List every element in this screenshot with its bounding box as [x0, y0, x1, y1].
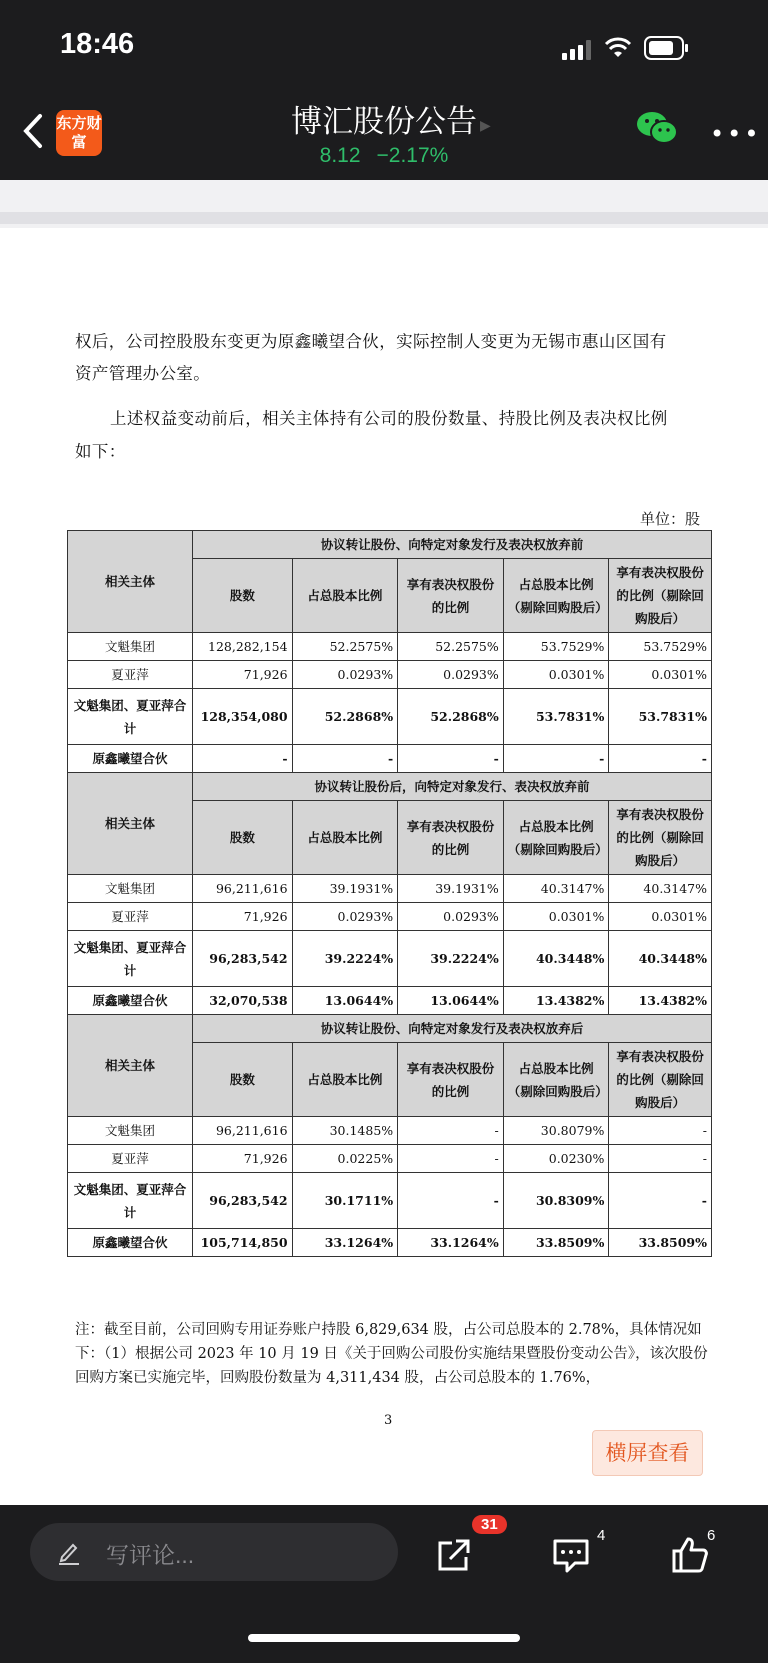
table-cell: 53.7831%	[503, 689, 609, 745]
table-cell: 0.0293%	[398, 903, 504, 931]
table-row	[68, 633, 712, 661]
table-cell: -	[398, 1145, 504, 1173]
table-cell: 40.3147%	[503, 875, 609, 903]
table-cell: 33.1264%	[398, 1229, 504, 1257]
column-header-cell: 享有表决权股份的比例（剔除回购股后）	[609, 1043, 712, 1117]
table-cell: 53.7529%	[503, 633, 609, 661]
row-label-cell: 文魁集团	[68, 1117, 193, 1145]
status-time: 18:46	[60, 28, 135, 60]
table-cell: 52.2575%	[398, 633, 504, 661]
comment-icon[interactable]	[551, 1535, 591, 1575]
column-header-cell: 享有表决权股份的比例	[398, 559, 504, 633]
table-cell: 0.0301%	[609, 661, 712, 689]
column-header-cell: 占总股本比例（剔除回购股后）	[503, 559, 609, 633]
paragraph-2-line-1: 上述权益变动前后，相关主体持有公司的股份数量、持股比例及表决权比例	[110, 409, 668, 428]
row-header-cell: 相关主体	[68, 773, 193, 875]
stock-quote	[0, 144, 768, 168]
column-header-cell: 占总股本比例	[292, 801, 398, 875]
row-label-cell: 夏亚萍	[68, 903, 193, 931]
footnote: 注：截至目前，公司回购专用证券账户持股 6,829,634 股，占公司总股本的 2.78%，具体情况如下：（1）根据公司 2023 年 10 月 19 日《关于回购公司股份实施结果暨股份变动公告》，该次股份回购方案已实施完毕，回购股份数量为 4,311,434 股，占公司总股本的 1.76%，	[75, 1322, 708, 1386]
row-label-cell: 原鑫曦望合伙	[68, 987, 193, 1015]
shareholding-table	[67, 530, 712, 1257]
table-cell: 128,282,154	[193, 633, 292, 661]
more-options-icon[interactable]: •••	[710, 120, 762, 148]
table-cell: 0.0225%	[292, 1145, 398, 1173]
table-row	[68, 745, 712, 773]
column-header-cell: 享有表决权股份的比例	[398, 1043, 504, 1117]
column-header-cell: 占总股本比例	[292, 559, 398, 633]
paragraph-1-line-1: 权后，公司控股股东变更为原鑫曦望合伙，实际控制人变更为无锡市惠山区国有	[75, 332, 667, 351]
table-cell: 0.0301%	[503, 903, 609, 931]
row-label-cell: 夏亚萍	[68, 661, 193, 689]
column-header-cell: 股数	[193, 801, 292, 875]
table-cell: 39.2224%	[292, 931, 398, 987]
table-cell: -	[193, 745, 292, 773]
comment-input[interactable]	[30, 1523, 398, 1581]
column-header-cell: 享有表决权股份的比例（剔除回购股后）	[609, 801, 712, 875]
section-title-cell: 协议转让股份后，向特定对象发行、表决权放弃前	[193, 773, 712, 801]
table-cell: 96,211,616	[193, 1117, 292, 1145]
pen-icon	[56, 1539, 82, 1565]
column-header-cell: 股数	[193, 559, 292, 633]
column-header-cell: 享有表决权股份的比例	[398, 801, 504, 875]
share-icon[interactable]	[434, 1535, 474, 1575]
table-cell: 13.4382%	[609, 987, 712, 1015]
stock-price: 8.12	[319, 144, 361, 167]
paragraph-2-line-2: 如下：	[75, 442, 126, 461]
table-cell: -	[398, 1117, 504, 1145]
table-cell: 33.8509%	[609, 1229, 712, 1257]
table-cell: -	[398, 745, 504, 773]
table-cell: 13.0644%	[292, 987, 398, 1015]
table-cell: 33.8509%	[503, 1229, 609, 1257]
table-cell: 39.2224%	[398, 931, 504, 987]
row-label-cell: 文魁集团、夏亚萍合计	[68, 1173, 193, 1229]
table-section-header	[68, 773, 712, 801]
row-label-cell: 文魁集团	[68, 633, 193, 661]
table-cell: 0.0301%	[609, 903, 712, 931]
table-row	[68, 1117, 712, 1145]
row-header-cell: 相关主体	[68, 1015, 193, 1117]
row-header-cell: 相关主体	[68, 531, 193, 633]
column-header-cell: 占总股本比例（剔除回购股后）	[503, 801, 609, 875]
table-cell: 13.0644%	[398, 987, 504, 1015]
table-cell: 30.1485%	[292, 1117, 398, 1145]
like-icon[interactable]	[670, 1535, 710, 1575]
paragraph-1-line-2: 资产管理办公室。	[75, 364, 211, 383]
table-cell: 13.4382%	[503, 987, 609, 1015]
table-cell: 96,283,542	[193, 1173, 292, 1229]
signal-icon	[562, 40, 594, 60]
table-row	[68, 1229, 712, 1257]
table-cell: 40.3147%	[609, 875, 712, 903]
table-section-header	[68, 1015, 712, 1043]
table-cell: 53.7831%	[609, 689, 712, 745]
document-page	[0, 230, 768, 1505]
quote-arrow-icon: ▶	[480, 118, 491, 134]
table-cell: 0.0293%	[292, 661, 398, 689]
table-cell: 0.0301%	[503, 661, 609, 689]
comment-placeholder: 写评论...	[106, 1542, 195, 1568]
row-label-cell: 文魁集团、夏亚萍合计	[68, 689, 193, 745]
table-cell: 52.2868%	[292, 689, 398, 745]
table-cell: 39.1931%	[398, 875, 504, 903]
column-header-cell: 占总股本比例（剔除回购股后）	[503, 1043, 609, 1117]
share-badge: 31	[472, 1515, 507, 1534]
table-section-header	[68, 531, 712, 559]
table-cell: 33.1264%	[292, 1229, 398, 1257]
row-label-cell: 原鑫曦望合伙	[68, 745, 193, 773]
row-label-cell: 文魁集团、夏亚萍合计	[68, 931, 193, 987]
table-cell: 105,714,850	[193, 1229, 292, 1257]
table-cell: 30.8309%	[503, 1173, 609, 1229]
wifi-icon	[604, 37, 632, 59]
like-count: 6	[707, 1527, 716, 1544]
page-title: 博汇股份公告	[291, 104, 477, 140]
table-row	[68, 875, 712, 903]
table-cell: -	[609, 1117, 712, 1145]
table-row	[68, 987, 712, 1015]
table-cell: 40.3448%	[609, 931, 712, 987]
table-cell: 40.3448%	[503, 931, 609, 987]
table-cell: 96,283,542	[193, 931, 292, 987]
app-logo[interactable]: 东方财富	[56, 110, 102, 156]
table-row	[68, 1173, 712, 1229]
table-cell: 52.2868%	[398, 689, 504, 745]
bottom-bar	[0, 1505, 768, 1663]
table-cell: -	[292, 745, 398, 773]
table-cell: 0.0293%	[398, 661, 504, 689]
table-cell: -	[609, 1173, 712, 1229]
table-cell: 32,070,538	[193, 987, 292, 1015]
table-cell: -	[609, 1145, 712, 1173]
table-cell: 0.0293%	[292, 903, 398, 931]
home-indicator	[248, 1634, 520, 1642]
table-cell: 71,926	[193, 903, 292, 931]
table-row	[68, 661, 712, 689]
table-cell: 71,926	[193, 1145, 292, 1173]
row-label-cell: 原鑫曦望合伙	[68, 1229, 193, 1257]
table-cell: 53.7529%	[609, 633, 712, 661]
comment-count: 4	[597, 1527, 606, 1544]
table-cell: -	[609, 745, 712, 773]
table-cell: 30.1711%	[292, 1173, 398, 1229]
table-cell: -	[398, 1173, 504, 1229]
landscape-view-button[interactable]: 横屏查看	[592, 1430, 703, 1476]
column-header-cell: 占总股本比例	[292, 1043, 398, 1117]
table-cell: -	[503, 745, 609, 773]
table-cell: 39.1931%	[292, 875, 398, 903]
status-bar	[0, 0, 768, 88]
table-row	[68, 931, 712, 987]
table-cell: 30.8079%	[503, 1117, 609, 1145]
section-title-cell: 协议转让股份、向特定对象发行及表决权放弃前	[193, 531, 712, 559]
section-title-cell: 协议转让股份、向特定对象发行及表决权放弃后	[193, 1015, 712, 1043]
row-label-cell: 文魁集团	[68, 875, 193, 903]
page-number: 3	[384, 1413, 393, 1428]
row-label-cell: 夏亚萍	[68, 1145, 193, 1173]
table-row	[68, 689, 712, 745]
wechat-share-icon[interactable]	[636, 110, 678, 146]
table-cell: 96,211,616	[193, 875, 292, 903]
column-header-cell: 股数	[193, 1043, 292, 1117]
table-row	[68, 903, 712, 931]
battery-icon	[644, 36, 690, 60]
table-cell: 128,354,080	[193, 689, 292, 745]
table-cell: 71,926	[193, 661, 292, 689]
toolbar-band	[0, 180, 768, 228]
column-header-cell: 享有表决权股份的比例（剔除回购股后）	[609, 559, 712, 633]
unit-label: 单位：股	[640, 510, 701, 528]
table-row	[68, 1145, 712, 1173]
top-nav-bar	[0, 88, 768, 180]
table-cell: 52.2575%	[292, 633, 398, 661]
stock-change: −2.17%	[376, 144, 449, 167]
table-cell: 0.0230%	[503, 1145, 609, 1173]
